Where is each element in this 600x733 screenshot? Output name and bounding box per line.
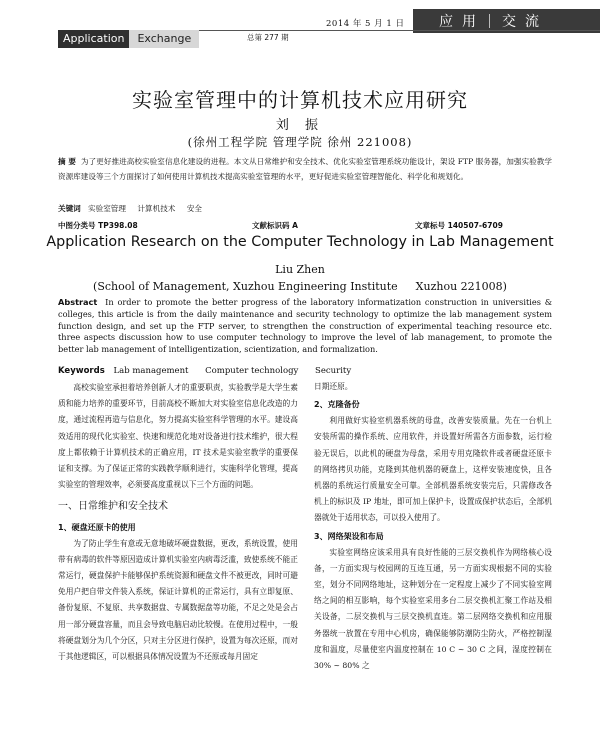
issue-number: 总第 277 期 <box>247 33 289 42</box>
issue-date: 2014 年 5 月 1 日 <box>326 19 405 29</box>
keywords-cn-label: 关键词 <box>58 204 81 213</box>
intro-paragraph: 高校实验室承担着培养创新人才的重要职责，实验教学是大学生素质和能力培养的重要环节，目前高校不断加大对实验室信息化改造的力度，通过流程再造与信息化，努力提高实验室科学管理的水平。建设高效适用的现代化实验室、快速和规范化地对设备进行技术维护，很大程度上都依赖于计算机技术的正确应用，IT 技术是实验室教学的重要保证和支撑。为了保证正常的实践教学顺利进行，实施科学化管理，提高实验室的管理效率，必须要高度重视以下三个方面的问题。 <box>58 383 298 490</box>
affiliation-en <box>0 280 600 293</box>
abstract-cn <box>58 154 552 184</box>
paper-title-en: Application Research on the Computer Technology in Lab Management <box>46 234 554 250</box>
abstract-cn-text: 为了更好推进高校实验室信息化建设的进程。本文从日常维护和安全技术、优化实验室管理系统功能设计，架设 FTP 服务器，加强实验教学资源库建设等三个方面探讨了如何使用计算机技术提高实验室管理的水平，更好促进实验室管理智能化、科学化和规划化。 <box>58 157 552 181</box>
author-en: Liu Zhen <box>275 263 325 276</box>
subsection-1-2-paragraph: 利用做好实验室机器系统的母盘，改善安装质量。先在一台机上安装所需的操作系统、应用软件，并设置好所需各方面参数，运行检验无误后，以此机的硬盘为母盘，采用专用克隆软件或者硬盘还原卡的网络拷贝功能，克隆到其他机器的硬盘上，这样安装速度快，且各机器的系统运行质量安全可靠。全部机器系统安装完后，只需修改各机上的标识及 IP 地址，即可加上保护卡，设置成保护状态后，全部机器就处于适用状态，可以投入使用了。 <box>314 416 552 523</box>
body-column-left <box>58 380 298 665</box>
subsection-heading-1-2: 2、克隆备份 <box>314 400 360 410</box>
brand-exchange: Exchange <box>129 30 199 48</box>
abstract-en-text: In order to promote the better progress of the laboratory informatization construction in universities & colleges, this article is from the daily maintenance and security technology to optimize the lab management system function design, and set up the FTP server, to strengthen the construction of experimental teaching resource etc. three aspects discussion how to use computer technology to improve the level of lab management, to promote the better lab management of intelligentization, scientization, and formalization. <box>58 297 552 355</box>
subsection-1-3-paragraph: 实验室网络应该采用具有良好性能的三层交换机作为网络核心设备，一方面实现与校园网的互连互通，另一方面实现根据不同的实验室，划分不同网络地址，这种划分在一定程度上减少了不同实验室网络之间的相互影响，每个实验室采用多台二层交换机汇聚工作站及相关设备，二层交换机与三层交换机直连。第二层网络交换机和应用服务器统一放置在专用中心机房，确保能够防潮防尘防火，严格控制湿度和温度，尽量使室内温度控制在 10 C ~ 30 C 之间，湿度控制在 30% ~ 80% 之 <box>314 547 552 671</box>
affiliation-cn: (徐州工程学院 管理学院 徐州 221008) <box>187 135 413 149</box>
subsection-1-1-paragraph: 为了防止学生有意或无意地破坏硬盘数据，更改，系统设置，使用带有病毒的软件等原因造成计算机实验室内病毒泛滥，致使系统不能正常运行，硬盘保护卡能够保护系统资源和硬盘文件不被更改，同时可避免用户把自带文件装入系统，保证计算机的正常运行，具有立即复原、备份复原、不复原、共享数据盘、专属数据盘等功能，不足之处是会占用一部分硬盘容量，而且会导致电脑启动比较慢。在使用过程中，一般将硬盘划分为几个分区，只对主分区进行保护，设置为每次还原，而对于其他逻辑区，可以根据具体情况设置为不还原或每月固定 <box>58 538 298 662</box>
keywords-cn <box>58 203 211 214</box>
keyword-cn: 计算机技术 <box>137 204 176 213</box>
abstract-cn-label: 摘 要 <box>58 157 76 166</box>
subsection-heading-1-1: 1、硬盘还原卡的使用 <box>58 522 136 532</box>
brand-application: Application <box>58 30 129 48</box>
article-number: 文章标号 140507-6709 <box>415 221 503 230</box>
keywords-en-label: Keywords <box>58 366 105 376</box>
keyword-en: Security <box>315 366 352 376</box>
keyword-cn: 安全 <box>186 204 202 213</box>
journal-brand <box>58 30 199 48</box>
affiliation-en-org: (School of Management, Xuzhou Engineering Institute <box>93 280 398 293</box>
abstract-en-label: Abstract <box>58 297 98 307</box>
paper-title-cn: 实验室管理中的计算机技术应用研究 <box>132 88 468 112</box>
subsection-heading-1-3: 3、网络架设和布局 <box>314 531 384 541</box>
keyword-cn: 实验室管理 <box>88 204 126 213</box>
subsection-1-1-continuation: 日期还原。 <box>314 382 353 391</box>
section-heading-1: 一、日常维护和安全技术 <box>58 501 168 513</box>
body-column-right <box>314 379 552 674</box>
section-label-right: 交流 <box>502 14 548 30</box>
keyword-en: Lab management <box>113 366 189 376</box>
document-code: 文献标识码 A <box>252 221 298 230</box>
section-divider <box>489 14 490 28</box>
keyword-en: Computer technology <box>205 366 299 376</box>
keywords-en <box>58 366 365 376</box>
author-cn: 刘 振 <box>275 118 325 133</box>
affiliation-en-city: Xuzhou 221008) <box>415 280 507 293</box>
abstract-en <box>58 297 552 356</box>
section-label-left: 应用 <box>439 14 485 30</box>
clc-number: 中图分类号 TP398.08 <box>58 221 138 230</box>
